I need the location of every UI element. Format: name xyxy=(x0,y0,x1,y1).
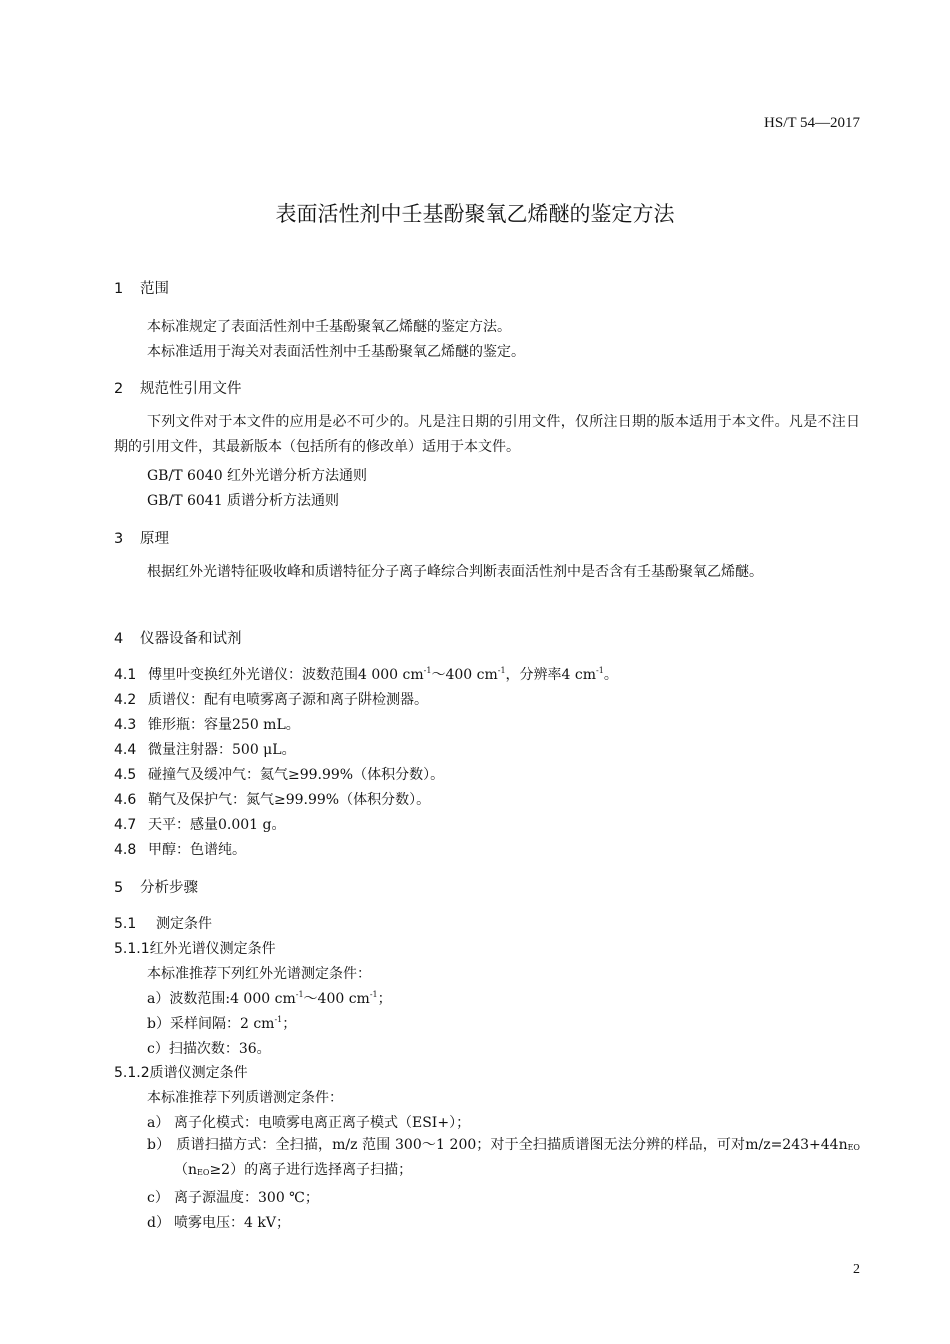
paragraph: 根据红外光谱特征吸收峰和质谱特征分子离子峰综合判断表面活性剂中是否含有壬基酚聚氧乙烯醚。 xyxy=(147,564,763,580)
document-title: 表面活性剂中壬基酚聚氧乙烯醚的鉴定方法 xyxy=(275,202,675,226)
clause-number: 4.8 xyxy=(114,842,137,858)
clause-number: 4.5 xyxy=(114,767,137,783)
normative-reference: GB/T 6040 红外光谱分析方法通则 xyxy=(147,468,368,484)
clause-4-1: 4.1 傅里叶变换红外光谱仪：波数范围4 000 $cm^{-1}\sim 400$ $cm^{-1}$，分辨率4 $cm^{-1}$。 xyxy=(114,666,618,683)
paragraph: 下列文件对于本文件的应用是必不可少的。凡是注日期的引用文件，仅所注日期的版本适用于本文件。凡是不注日期的引用文件，其最新版本（包括所有的修改单）适用于本文件。 xyxy=(114,414,860,455)
list-item: d） 喷雾电压：4 kV； xyxy=(147,1215,290,1231)
paragraph: 本标准适用于海关对表面活性剂中壬基酚聚氧乙烯醚的鉴定。 xyxy=(147,344,525,360)
section-title: 规范性引用文件 xyxy=(140,381,242,397)
clause-number: 4.3 xyxy=(114,717,137,733)
clause-4-2: 4.2 质谱仪：配有电喷雾离子源和离子阱检测器。 xyxy=(114,692,428,708)
list-item: b）采样间隔：2 $cm^{-1}$； xyxy=(147,1015,297,1032)
subsection-number: 5.1 xyxy=(114,916,137,932)
clause-number: 4.1 xyxy=(114,667,137,683)
clause-4-4: 4.4 微量注射器：500 μL。 xyxy=(114,742,296,758)
section-number: 5 xyxy=(114,880,124,896)
subsection-5-1-heading: 5.1 测定条件 xyxy=(114,916,212,932)
subsection-5-1-2-heading: 5.1.2质谱仪测定条件 xyxy=(114,1065,248,1081)
section-number: 2 xyxy=(114,381,124,397)
section-number: 4 xyxy=(114,631,124,647)
section-5-heading xyxy=(114,876,198,897)
section-title: 原理 xyxy=(140,531,169,547)
clause-4-3: 4.3 锥形瓶：容量250 mL。 xyxy=(114,717,300,733)
section-title: 仪器设备和试剂 xyxy=(140,631,242,647)
section-2-heading xyxy=(114,377,242,398)
subsection-5-1-1-heading: 5.1.1红外光谱仪测定条件 xyxy=(114,941,276,957)
subsection-number: 5.1.2 xyxy=(114,1065,150,1081)
paragraph: 本标准规定了表面活性剂中壬基酚聚氧乙烯醚的鉴定方法。 xyxy=(147,319,511,335)
list-item: a）波数范围:4 000 $cm^{-1}\sim 400$ $cm^{-1}$； xyxy=(147,990,392,1007)
section-title: 范围 xyxy=(140,281,169,297)
normative-reference: GB/T 6041 质谱分析方法通则 xyxy=(147,493,340,509)
clause-4-5: 4.5 碰撞气及缓冲气：氦气≥99.99%（体积分数）。 xyxy=(114,767,445,783)
subsection-number: 5.1.1 xyxy=(114,941,150,957)
section-title: 分析步骤 xyxy=(140,880,198,896)
section-3-heading xyxy=(114,527,169,548)
clause-number: 4.6 xyxy=(114,792,137,808)
list-item: b） 质谱扫描方式：全扫描，m/z 范围 300～1 200；对于全扫描质谱图无法分辨的样品，可对$m/z=243+44n_{EO}$ $(n_{EO}\ge 2)$的离子进行选择离子扫描； xyxy=(147,1137,860,1178)
section-1-heading xyxy=(114,277,169,298)
list-item: c）扫描次数：36。 xyxy=(147,1041,271,1057)
clause-4-8: 4.8 甲醇：色谱纯。 xyxy=(114,842,246,858)
section-number: 1 xyxy=(114,281,124,297)
document-code: HS/T 54—2017 xyxy=(764,115,860,131)
section-number: 3 xyxy=(114,531,124,547)
section-4-heading xyxy=(114,627,242,648)
clause-4-7: 4.7 天平：感量0.001 g。 xyxy=(114,817,286,833)
clause-4-6: 4.6 鞘气及保护气：氮气≥99.99%（体积分数）。 xyxy=(114,792,431,808)
paragraph: 本标准推荐下列红外光谱测定条件： xyxy=(147,966,371,982)
page-number: 2 xyxy=(853,1262,860,1277)
list-item: a） 离子化模式：电喷雾电离正离子模式（ESI+）； xyxy=(147,1115,471,1131)
clause-number: 4.2 xyxy=(114,692,137,708)
paragraph: 本标准推荐下列质谱测定条件： xyxy=(147,1090,343,1106)
list-item: c） 离子源温度：300 ℃； xyxy=(147,1190,319,1206)
clause-number: 4.7 xyxy=(114,817,137,833)
clause-number: 4.4 xyxy=(114,742,137,758)
